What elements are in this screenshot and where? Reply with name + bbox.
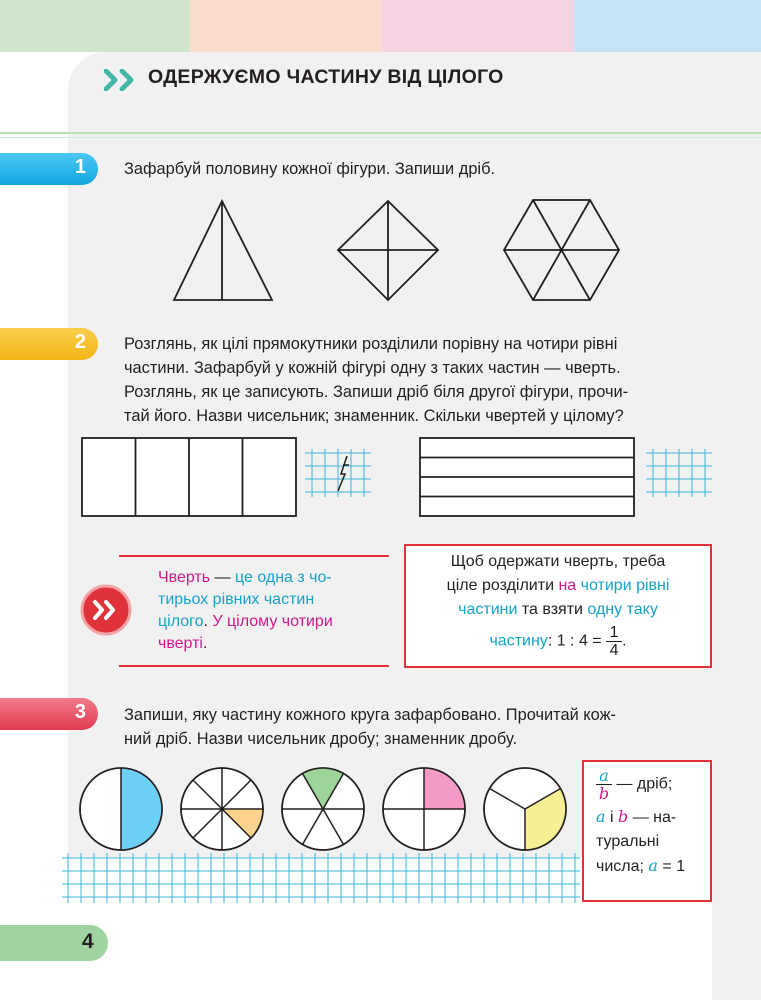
definition-rule-top [119,555,389,557]
fraction-circle [484,768,566,850]
header-rule-thin [0,137,761,138]
header-rule [0,132,761,134]
task3-line: Запиши, яку частину кожного круга зафарбовано. Прочитай кож- [124,706,617,724]
task3-text [124,703,714,751]
top-strip-peach [190,0,382,52]
rhombus-shape [338,201,438,300]
answer-grid-2 [646,449,712,497]
page-card-margin [712,857,761,1000]
triangle-shape [174,201,272,300]
task1-text: Зафарбуй половину кожної фігури. Запиши дріб. [124,160,496,178]
page-title: ОДЕРЖУЄМО ЧАСТИНУ ВІД ЦІЛОГО [148,66,504,88]
fraction-circle [383,768,465,850]
task2-text [124,332,714,428]
fraction-circle [181,768,263,850]
rule-text: Щоб одержати чверть, треба ціле розділити на чотири рівні частини та взяти одну таку частину: 1 : 4 = $\frac{1}{4}$ . [446,553,670,659]
task-number-tab-3: 3 [0,698,98,730]
top-strip-pink [382,0,574,52]
task2-line: Розглянь, як цілі прямокутники розділили порівну на чотири рівні [124,335,618,353]
task2-line: частини. Зафарбуй у кожній фігурі одну з таких частин — чверть. [124,359,621,377]
rectangle-vertical-quarters [80,436,300,518]
task2-line: Розглянь, як це записують. Запиши дріб біля другої фігури, прочи- [124,383,629,401]
definition-text: Чверть — це одна з чо- тирьох рівних частин цілого. У цілому чотири чверті. [158,569,333,652]
fraction-a-over-b: $\frac{a}{b}$ [596,767,612,802]
task3-line: ний дріб. Назви чисельник дробу; знаменник дробу. [124,730,518,748]
definition-double-chevron-icon [80,584,132,636]
shaded-sector [121,768,162,850]
fraction-circles [78,760,578,860]
task2-line: тай його. Назви чисельник; знаменник. Скільки чвертей у цілому? [124,407,624,425]
answer-grid-bottom [62,853,580,903]
fraction-circle [80,768,162,850]
side-note-text: $\frac{a}{b}$ — дріб; a і b — на- туральні числа; a = 1 [596,766,686,875]
top-strip-green [0,0,190,52]
task1-shapes [160,192,640,312]
definition-rule-bottom [119,665,389,667]
fraction-one-quarter: $\frac{1}{4}$ [606,624,622,659]
double-chevron-icon [104,69,142,91]
task-number-tab-1: 1 [0,153,98,185]
answer-grid-1 [305,449,371,497]
fraction-circle [282,768,364,850]
top-strip-blue [574,0,761,52]
fraction-hint-mark [338,456,349,491]
page-number: 4 [82,930,94,953]
hexagon-shape [504,200,619,300]
rectangle-horizontal-quarters [418,436,638,518]
task-number-tab-2: 2 [0,328,98,360]
